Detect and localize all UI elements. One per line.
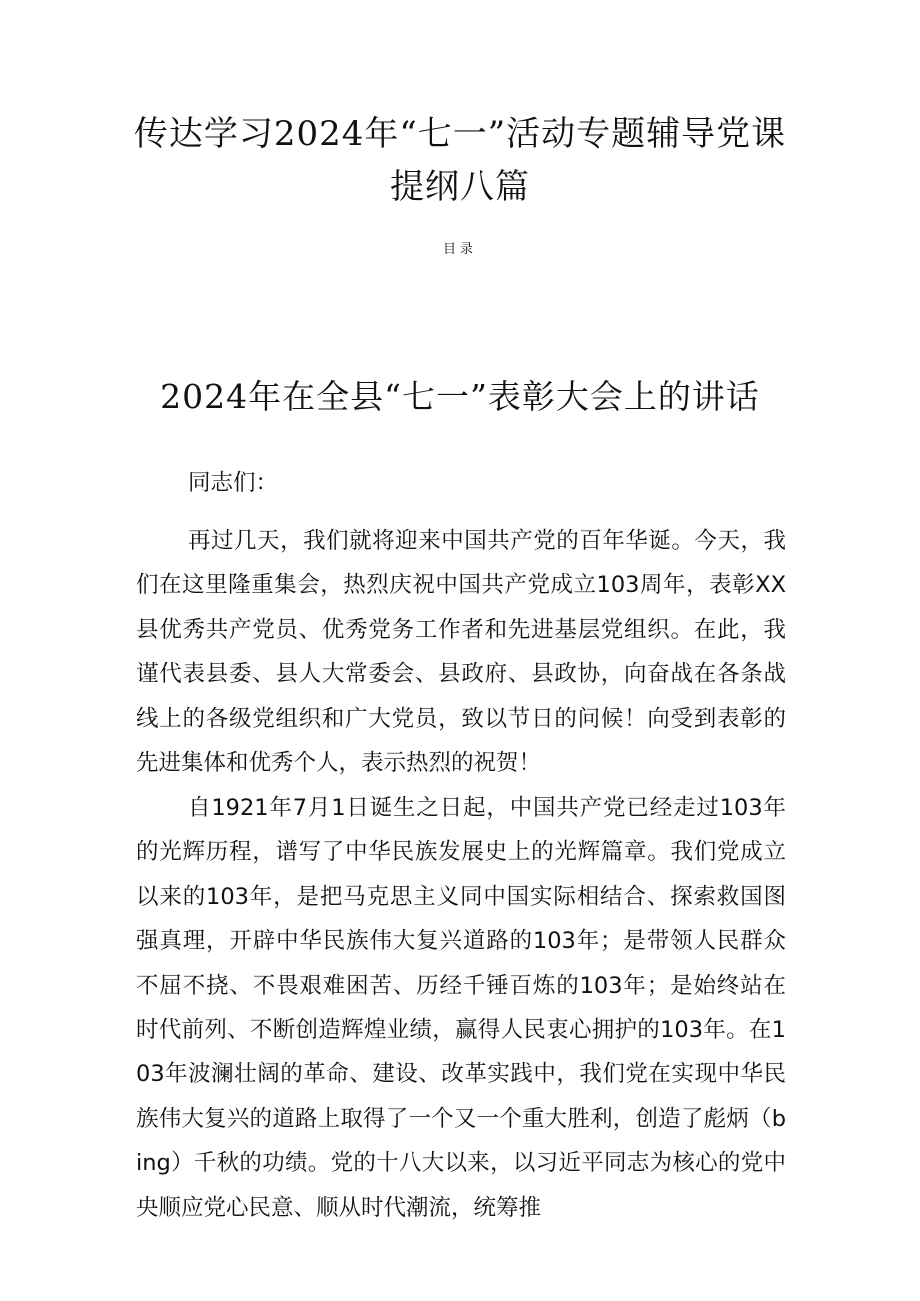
table-of-contents-label: 目录 bbox=[442, 242, 477, 257]
section-title: 2024年在全县“七一”表彰大会上的讲话 bbox=[160, 377, 760, 416]
body-paragraph-1: 再过几天，我们就将迎来中国共产党的百年华诞。今天，我们在这里隆重集会，热烈庆祝中国共产党成立103周年，表彰XX县优秀共产党员、优秀党务工作者和先进基层党组织。在此，我谨代表县委、县人大常委会、县政府、县政协，向奋战在各条战线上的各级党组织和广大党员，致以节日的问候！向受到表彰的先进集体和优秀个人，表示热烈的祝贺！ bbox=[136, 528, 786, 777]
salutation: 同志们： bbox=[188, 470, 279, 496]
body-paragraph-2: 自1921年7月1日诞生之日起，中国共产党已经走过103年的光辉历程，谱写了中华民族发展史上的光辉篇章。我们党成立以来的103年，是把马克思主义同中国实际相结合、探索救国图强真理，开辟中华民族伟大复兴道路的103年；是带领人民群众不屈不挠、不畏艰难困苦、历经千锤百炼的103年；是始终站在时代前列、不断创造辉煌业绩，赢得人民衷心拥护的103年。在103年波澜壮阔的革命、建设、改革实践中，我们党在实现中华民族伟大复兴的道路上取得了一个又一个重大胜利，创造了彪炳（bing）千秋的功绩。党的十八大以来，以习近平同志为核心的党中央顺应党心民意、顺从时代潮流，统筹推 bbox=[136, 795, 786, 1221]
document-title: 传达学习2024年“七一”活动专题辅导党课提纲八篇 bbox=[133, 114, 787, 207]
